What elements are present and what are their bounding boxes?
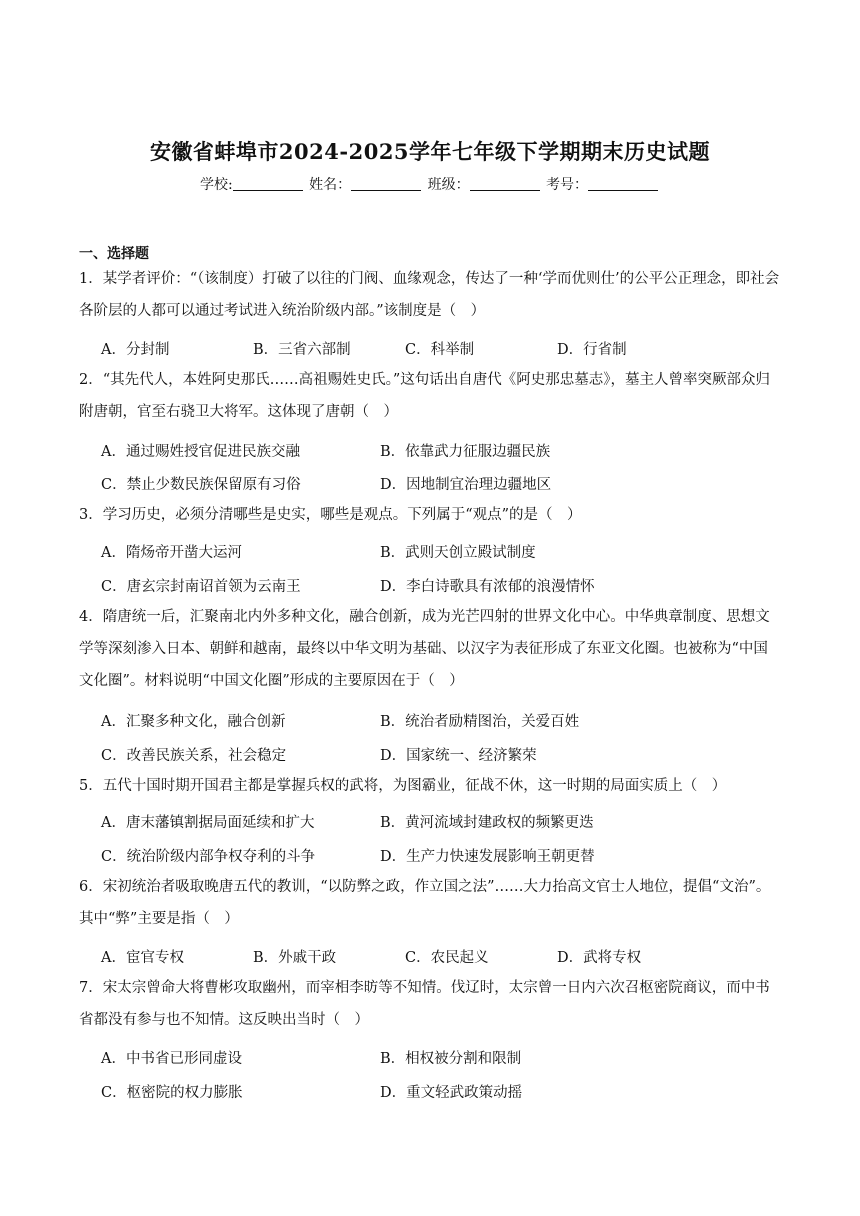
question-3-stem: 3．学习历史，必须分清哪些是史实，哪些是观点。下列属于“观点”的是（ ） [79,507,582,523]
option-b[interactable]: B．三省六部制 [253,342,351,358]
option-b[interactable]: B．依靠武力征服边疆民族 [380,444,551,460]
option-d[interactable]: D．行省制 [557,342,627,358]
option-a[interactable]: A．宦官专权 [101,950,184,966]
option-c[interactable]: C．唐玄宗封南诏首领为云南王 [101,579,301,595]
class-label: 班级： [427,177,470,193]
option-a[interactable]: A．通过赐姓授官促进民族交融 [101,444,300,460]
option-d[interactable]: D．国家统一、经济繁荣 [380,748,537,764]
option-d[interactable]: D．因地制宜治理边疆地区 [380,477,552,493]
option-d[interactable]: D．重文轻武政策动摇 [380,1085,523,1101]
question-7-stem: 7．宋太宗曾命大将曹彬攻取幽州，而宰相李昉等不知情。伐辽时，太宗曾一日内六次召枢密院商议，而中书省都没有参与也不知情。这反映出当时（ ） [79,980,770,1028]
option-d[interactable]: D．李白诗歌具有浓郁的浪漫情怀 [380,579,595,595]
option-b[interactable]: B．相权被分割和限制 [380,1051,522,1067]
exam-no-blank[interactable] [588,176,658,191]
question-1-stem: 1．某学者评价：“（该制度）打破了以往的门阀、血缘观念，传达了一种‘学而优则仕’的公平公正理念，即社会各阶层的人都可以通过考试进入统治阶级内部。”该制度是（ ） [79,271,780,319]
question-1-options [101,338,709,359]
option-b[interactable]: B．统治者励精图治，关爱百姓 [380,714,580,730]
name-label: 姓名： [309,177,352,193]
option-c[interactable]: C．科举制 [405,342,475,358]
option-d[interactable]: D．武将专权 [557,950,642,966]
option-a[interactable]: A．中书省已形同虚设 [101,1051,242,1067]
option-c[interactable]: C．枢密院的权力膨胀 [101,1085,243,1101]
school-blank[interactable] [233,176,303,191]
question-4-stem: 4．隋唐统一后，汇聚南北内外多种文化，融合创新，成为光芒四射的世界文化中心。中华典章制度、思想文学等深刻渗入日本、朝鲜和越南，最终以中华文明为基础、以汉字为表征形成了东亚文化圈。也被称为“中国文化圈”。材料说明“中国文化圈”形成的主要原因在于（ ） [79,609,770,689]
option-b[interactable]: B．武则天创立殿试制度 [380,545,536,561]
option-b[interactable]: B．黄河流域封建政权的频繁更迭 [380,815,594,831]
name-blank[interactable] [351,176,421,191]
option-c[interactable]: C．禁止少数民族保留原有习俗 [101,477,301,493]
school-label: 学校: [199,177,233,193]
student-info-line [0,174,860,194]
option-a[interactable]: A．唐末藩镇割据局面延续和扩大 [101,815,315,831]
exam-no-label: 考号： [546,177,589,193]
option-a[interactable]: A．汇聚多种文化，融合创新 [101,714,286,730]
class-blank[interactable] [470,176,540,191]
option-c[interactable]: C．统治阶级内部争权夺利的斗争 [101,849,316,865]
option-c[interactable]: C．农民起义 [405,950,489,966]
question-6-stem: 6．宋初统治者吸取晚唐五代的教训，“以防弊之政，作立国之法”……大力抬高文官士人地位，提倡“文治”。其中“弊”主要是指（ ） [79,879,771,927]
page-title: 安徽省蚌埠市2024-2025学年七年级下学期期末历史试题 [149,139,711,164]
question-5-stem: 5．五代十国时期开国君主都是掌握兵权的武将，为图霸业，征战不休，这一时期的局面实质上（ ） [79,778,727,794]
option-a[interactable]: A．隋炀帝开凿大运河 [101,545,242,561]
option-c[interactable]: C．改善民族关系，社会稳定 [101,748,287,764]
question-2-stem: 2．“其先代人，本姓阿史那氏……高祖赐姓史氏。”这句话出自唐代《阿史那忠墓志》，墓主人曾率突厥部众归附唐朝，官至右骁卫大将军。这体现了唐朝（ ） [79,372,771,420]
option-b[interactable]: B．外戚干政 [253,950,337,966]
question-6-options [101,946,709,967]
option-d[interactable]: D．生产力快速发展影响王朝更替 [380,849,595,865]
option-a[interactable]: A．分封制 [101,342,170,358]
section-heading: 一、选择题 [79,246,149,262]
